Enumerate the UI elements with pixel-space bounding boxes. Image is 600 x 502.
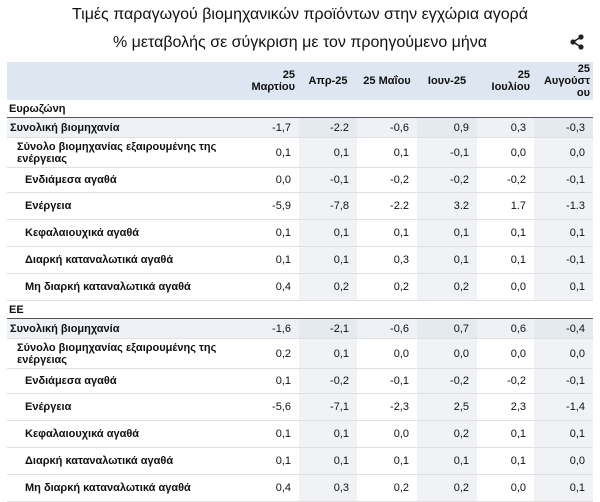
row-label: Διαρκή καταναλωτικά αγαθά: [7, 247, 237, 274]
table-cell: -0,4: [534, 319, 593, 339]
table-row: [7, 138, 593, 168]
table-cell: 0,0: [534, 339, 593, 369]
table-cell: 3.2: [417, 193, 477, 220]
table-cell: 0,1: [357, 448, 417, 475]
table-cell: 0,1: [237, 421, 299, 448]
table-cell: 0,1: [299, 448, 357, 475]
table-cell: -1.3: [534, 193, 593, 220]
column-header-line2: Ιουλίου: [491, 81, 530, 93]
table-row: [7, 339, 593, 369]
table-row: [7, 193, 593, 220]
table-cell: -7,1: [299, 394, 357, 421]
table-cell: -0,3: [534, 118, 593, 138]
table-cell: -0,1: [534, 168, 593, 193]
table-cell: 0,0: [357, 339, 417, 369]
table-cell: 0,1: [417, 220, 477, 247]
table-cell: -0,2: [477, 168, 534, 193]
table-cell: 0,1: [534, 475, 593, 502]
table-cell: 0,0: [534, 138, 593, 168]
column-header-jun[interactable]: [417, 62, 477, 100]
table-cell: 0,0: [237, 168, 299, 193]
table-cell: -5,9: [237, 193, 299, 220]
table-cell: 0,1: [237, 220, 299, 247]
table-cell: -0,1: [417, 138, 477, 168]
table-row: [7, 319, 593, 339]
table-cell: 2,5: [417, 394, 477, 421]
table-cell: 0,7: [417, 319, 477, 339]
row-label: Διαρκή καταναλωτικά αγαθά: [7, 448, 237, 475]
column-header-jul[interactable]: [477, 62, 534, 100]
section-label: Ευρωζώνη: [7, 100, 593, 118]
table-cell: 0,4: [237, 475, 299, 502]
page-subtitle: % μεταβολής σε σύγκριση με τον προηγούμενο μήνα: [112, 34, 488, 51]
section-label: ΕΕ: [7, 301, 593, 319]
table-cell: -0,1: [534, 247, 593, 274]
table-cell: 0,2: [417, 274, 477, 301]
table-cell: -0,6: [357, 118, 417, 138]
table-cell: -0,6: [357, 319, 417, 339]
column-header-line1: 25: [282, 69, 295, 81]
table-cell: 0,1: [299, 138, 357, 168]
page-title: Τιμές παραγωγού βιομηχανικών προϊόντων στην εγχώρια αγορά: [71, 6, 529, 23]
column-header-line2: 25 Μαΐου: [363, 75, 411, 87]
row-label: Μη διαρκή καταναλωτικά αγαθά: [7, 274, 237, 301]
table-cell: 0,0: [477, 475, 534, 502]
column-header-line2: Απρ-25: [308, 75, 348, 87]
table-cell: 0,1: [299, 421, 357, 448]
table-cell: 1.7: [477, 193, 534, 220]
table-row: [7, 168, 593, 193]
table-row: [7, 421, 593, 448]
table-cell: 0,1: [477, 247, 534, 274]
table-row: [7, 475, 593, 502]
table-cell: 0,1: [534, 220, 593, 247]
section-header-eurozone: [7, 100, 593, 118]
row-label: Μη διαρκή καταναλωτικά αγαθά: [7, 475, 237, 502]
table-cell: 0,2: [417, 475, 477, 502]
table-cell: 0,1: [417, 448, 477, 475]
row-label: Ενέργεια: [7, 394, 237, 421]
table-cell: 0,0: [417, 339, 477, 369]
table-cell: 0,0: [477, 138, 534, 168]
header-label-cell: [7, 62, 237, 100]
section-header-eu: [7, 301, 593, 319]
table-cell: -5,6: [237, 394, 299, 421]
column-header-may[interactable]: [357, 62, 417, 100]
table-cell: 0,1: [299, 247, 357, 274]
table-cell: -0,2: [357, 168, 417, 193]
table-row: [7, 274, 593, 301]
table-cell: 0,1: [237, 369, 299, 394]
row-label: Συνολική βιομηχανία: [7, 118, 237, 138]
table-cell: -2.2: [299, 118, 357, 138]
table-cell: 0,2: [299, 274, 357, 301]
table-cell: 0,1: [477, 421, 534, 448]
table-cell: -1,7: [237, 118, 299, 138]
column-header-aug[interactable]: [534, 62, 593, 100]
table-cell: 0,0: [477, 339, 534, 369]
row-label: Συνολική βιομηχανία: [7, 319, 237, 339]
table-row: [7, 118, 593, 138]
table-row: [7, 448, 593, 475]
table-cell: -2,1: [299, 319, 357, 339]
column-header-line1: 25: [517, 69, 530, 81]
table-cell: 0,1: [534, 274, 593, 301]
table-cell: 2,3: [477, 394, 534, 421]
column-header-line2: Αυγούστ ου: [543, 75, 590, 99]
table-cell: 0,4: [237, 274, 299, 301]
table-cell: -7,8: [299, 193, 357, 220]
column-header-mar[interactable]: [237, 62, 299, 100]
row-label: Κεφαλαιουχικά αγαθά: [7, 421, 237, 448]
table-row: [7, 247, 593, 274]
table-cell: 0,1: [534, 421, 593, 448]
table-cell: 0,1: [477, 220, 534, 247]
share-icon[interactable]: [569, 33, 585, 51]
table-cell: 0,1: [299, 220, 357, 247]
row-label: Σύνολο βιομηχανίας εξαιρουμένης της ενέργειας: [7, 339, 237, 369]
table-cell: 0,1: [299, 339, 357, 369]
column-header-line1: 25: [577, 63, 590, 75]
column-header-line2: Ιουν-25: [427, 75, 467, 87]
table-cell: 0,6: [477, 319, 534, 339]
row-label: Ενέργεια: [7, 193, 237, 220]
row-label: Ενδιάμεσα αγαθά: [7, 369, 237, 394]
row-label: Σύνολο βιομηχανίας εξαιρουμένης της ενέργειας: [7, 138, 237, 168]
table-cell: 0,0: [357, 421, 417, 448]
table-row: [7, 220, 593, 247]
ppi-table: [7, 62, 593, 502]
table-cell: 0,2: [417, 421, 477, 448]
table-cell: -2.2: [357, 193, 417, 220]
table-cell: -0,2: [417, 168, 477, 193]
header-row: [7, 62, 593, 100]
table-cell: 0,2: [357, 274, 417, 301]
table-cell: -0,1: [534, 369, 593, 394]
table-cell: -0,2: [477, 369, 534, 394]
table-cell: 0,1: [417, 247, 477, 274]
column-header-line2: Μαρτίου: [251, 81, 295, 93]
table-row: [7, 369, 593, 394]
table-cell: 0,2: [237, 339, 299, 369]
table-cell: 0,0: [477, 274, 534, 301]
table-cell: 0,3: [357, 247, 417, 274]
table-cell: -1,6: [237, 319, 299, 339]
table-cell: 0,1: [357, 138, 417, 168]
table-cell: 0,1: [477, 448, 534, 475]
table-cell: -1,4: [534, 394, 593, 421]
table-cell: -0,1: [299, 168, 357, 193]
row-label: Ενδιάμεσα αγαθά: [7, 168, 237, 193]
row-label: Κεφαλαιουχικά αγαθά: [7, 220, 237, 247]
table-cell: 0,3: [477, 118, 534, 138]
table-cell: 0,1: [237, 448, 299, 475]
table-cell: 0,0: [534, 448, 593, 475]
table-cell: -2,3: [357, 394, 417, 421]
table-cell: 0,2: [357, 475, 417, 502]
table-cell: 0,9: [417, 118, 477, 138]
table-cell: 0,1: [357, 220, 417, 247]
table-cell: 0,1: [237, 247, 299, 274]
table-cell: -0,2: [299, 369, 357, 394]
table-cell: 0,3: [299, 475, 357, 502]
table-cell: 0,1: [237, 138, 299, 168]
column-header-apr[interactable]: [299, 62, 357, 100]
table-cell: -0,2: [417, 369, 477, 394]
table-cell: -0,1: [357, 369, 417, 394]
table-row: [7, 394, 593, 421]
